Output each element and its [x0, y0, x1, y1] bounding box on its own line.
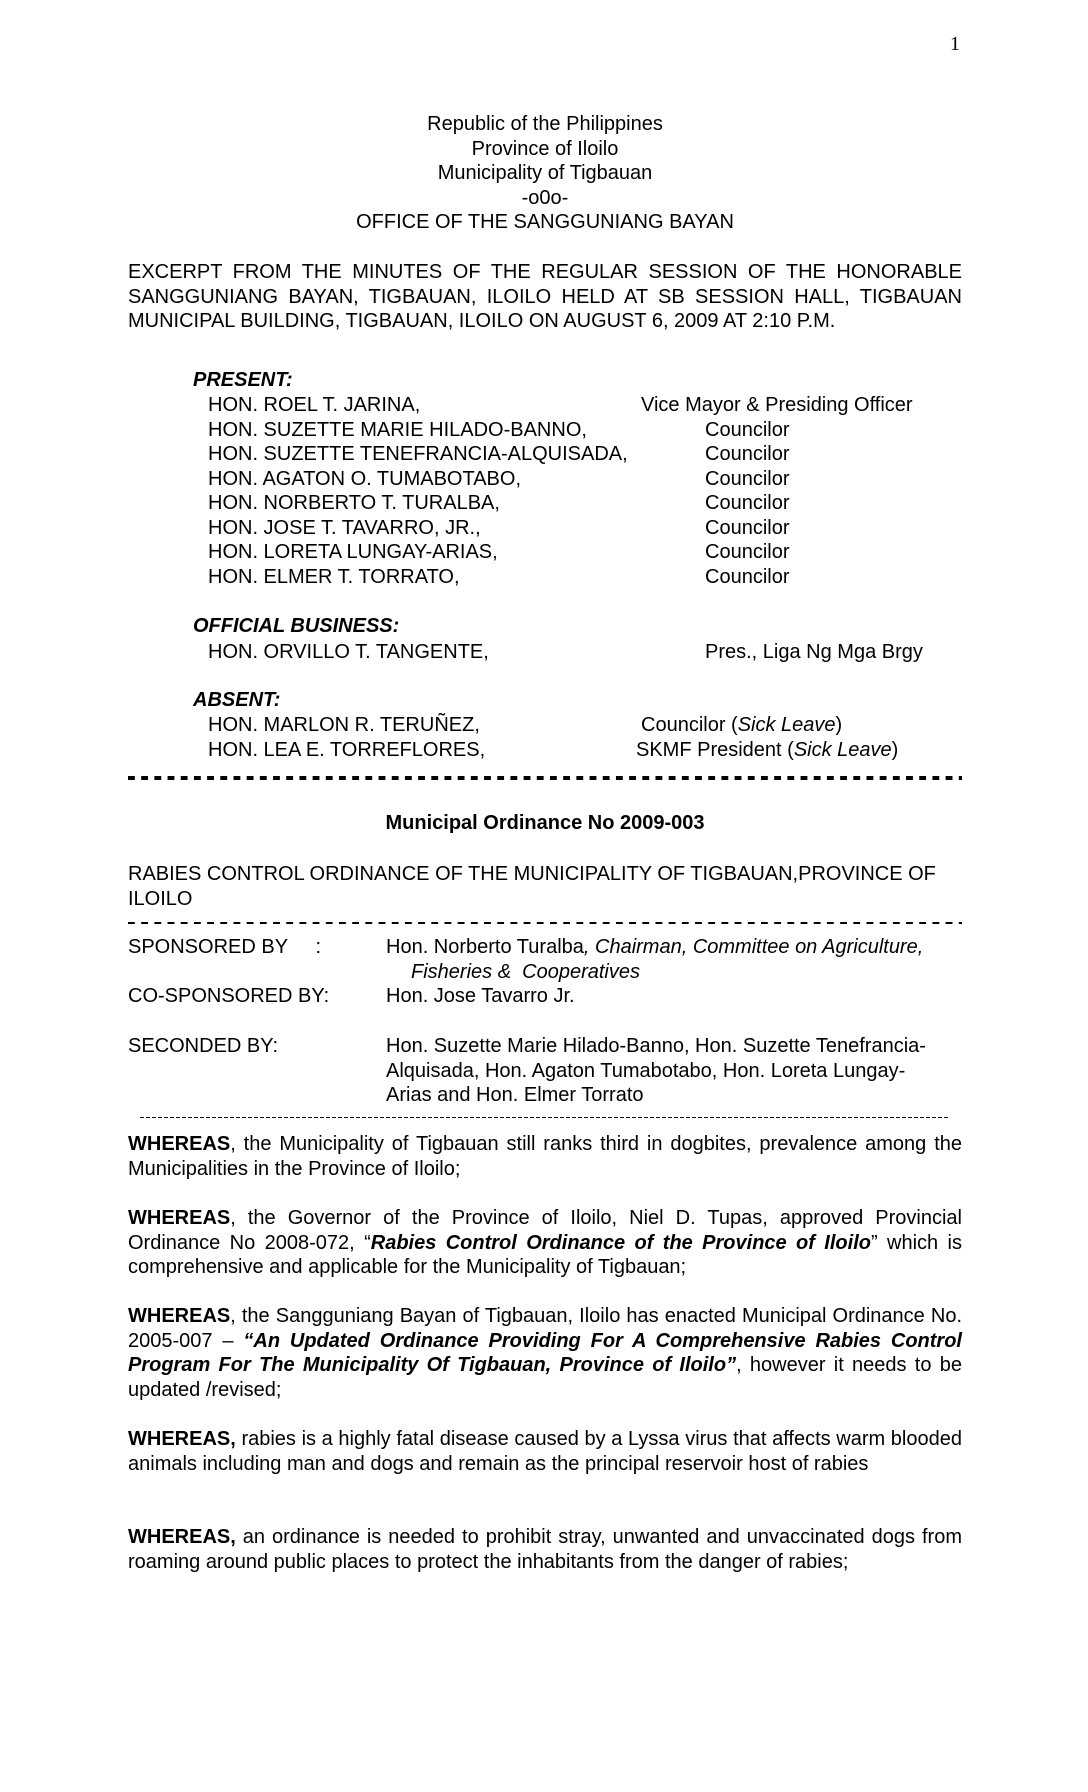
attendee-name: HON. ORVILLO T. TANGENTE,	[208, 641, 489, 663]
attendee-row	[208, 418, 968, 443]
whereas-lead: WHEREAS,	[128, 1428, 236, 1450]
whereas-clause	[128, 1525, 962, 1574]
attendee-name: HON. JOSE T. TAVARRO, JR.,	[208, 517, 481, 539]
attendee-name: HON. ELMER T. TORRATO,	[208, 566, 460, 588]
attendee-row	[208, 713, 968, 738]
ordinance-title: Municipal Ordinance No 2009-003	[385, 812, 705, 834]
attendee-row	[208, 738, 968, 763]
seconded-label: SECONDED BY:	[128, 1035, 279, 1057]
attendee-role: Councilor	[705, 468, 790, 490]
attendee-role: Councilor	[705, 541, 790, 563]
attendee-name: HON. ROEL T. JARINA,	[208, 394, 421, 416]
whereas-text: , the Governor of the Province of Iloilo, Niel D. Tupas, approved Provincial Ordinance No 2008-072, “	[128, 1207, 962, 1254]
sponsored-value	[386, 935, 966, 984]
whereas-text: an ordinance is needed to prohibit stray, unwanted and unvaccinated dogs from roaming around public places to protect the inhabitants from the danger of rabies;	[128, 1526, 962, 1573]
subject-divider	[128, 922, 962, 924]
whereas-tail: ” which is comprehensive and applicable for the Municipality of Tigbauan;	[128, 1231, 963, 1279]
letterhead	[0, 112, 1088, 235]
sponsor-title: , Chairman, Committee on Agriculture,	[583, 936, 924, 958]
sponsor-title-continued: Fisheries & Cooperatives	[411, 960, 640, 983]
attendee-role: Councilor	[705, 443, 790, 465]
whereas-lead: WHEREAS	[128, 1133, 231, 1155]
whereas-clause	[128, 1427, 962, 1476]
attendee-row	[208, 442, 968, 467]
attendee-name: HON. NORBERTO T. TURALBA,	[208, 492, 500, 514]
excerpt-paragraph: EXCERPT FROM THE MINUTES OF THE REGULAR SESSION OF THE HONORABLE SANGGUNIANG BAYAN, TIGBAUAN, ILOILO HELD AT SB SESSION HALL, TIGBAUAN MUNICIPAL BUILDING, TIGBAUAN, ILOILO ON AUGUST 6, 2009 AT 2:10 P.M.	[128, 261, 962, 333]
cosponsored-label: CO-SPONSORED BY:	[128, 985, 330, 1007]
attendee-name: HON. SUZETTE MARIE HILADO-BANNO,	[208, 419, 587, 441]
letterhead-country: Republic of the Philippines	[427, 113, 663, 135]
sponsored-label: SPONSORED BY :	[128, 936, 322, 958]
attendee-role: Councilor	[705, 566, 790, 588]
attendee-name: HON. LORETA LUNGAY-ARIAS,	[208, 541, 498, 563]
attendee-role: Councilor	[705, 517, 790, 539]
attendee-role	[636, 738, 898, 763]
role-text: Councilor (	[641, 714, 738, 736]
attendee-row	[208, 640, 968, 665]
attendee-row	[208, 467, 968, 492]
ordinance-divider	[140, 1117, 950, 1118]
attendee-row	[208, 540, 968, 565]
role-text: SKMF President (	[636, 739, 794, 761]
absence-reason: Sick Leave	[737, 714, 836, 736]
whereas-lead: WHEREAS	[128, 1305, 231, 1327]
attendee-name: HON. AGATON O. TUMABOTABO,	[208, 468, 522, 490]
seconded-value: Hon. Suzette Marie Hilado-Banno, Hon. Suzette Tenefrancia-Alquisada, Hon. Agaton Tumabotabo, Hon. Loreta Lungay-Arias and Hon. Elmer Torrato	[386, 1035, 926, 1107]
attendee-name: HON. SUZETTE TENEFRANCIA-ALQUISADA,	[208, 443, 628, 465]
cosponsored-value: Hon. Jose Tavarro Jr.	[386, 985, 575, 1007]
whereas-clause	[128, 1304, 962, 1402]
attendee-row	[208, 491, 968, 516]
whereas-text: rabies is a highly fatal disease caused by a Lyssa virus that affects warm blooded animals including man and dogs and remain as the principal reservoir host of rabies	[128, 1428, 962, 1475]
section-divider	[128, 776, 962, 780]
present-heading: PRESENT:	[193, 369, 293, 391]
attendee-row	[208, 565, 968, 590]
attendee-role: Vice Mayor & Presiding Officer	[641, 394, 913, 416]
attendee-role	[641, 713, 842, 738]
attendee-name: HON. LEA E. TORREFLORES,	[208, 739, 486, 761]
official-business-heading: OFFICIAL BUSINESS:	[193, 615, 400, 637]
whereas-text: , the Sangguniang Bayan of Tigbauan, Iloilo has enacted Municipal Ordinance No. 2005-007 –	[128, 1305, 962, 1352]
page-number: 1	[950, 33, 960, 55]
whereas-emphasis: “An Updated Ordinance Providing For A Comprehensive Rabies Control Program For The Municipality Of Tigbauan, Province of Iloilo”	[128, 1329, 962, 1377]
whereas-clause	[128, 1206, 962, 1280]
attendee-role: Councilor	[705, 492, 790, 514]
role-close: )	[891, 739, 899, 761]
attendee-role: Councilor	[705, 419, 790, 441]
absence-reason: Sick Leave	[793, 739, 892, 761]
whereas-lead: WHEREAS,	[128, 1526, 236, 1548]
whereas-tail: , however it needs to be updated /revised;	[128, 1354, 963, 1401]
whereas-emphasis: Rabies Control Ordinance of the Province of Iloilo	[370, 1231, 871, 1254]
attendee-name: HON. MARLON R. TERUÑEZ,	[208, 714, 480, 736]
whereas-clause	[128, 1132, 962, 1181]
attendee-row	[208, 516, 968, 541]
letterhead-municipality: Municipality of Tigbauan	[437, 162, 653, 185]
attendee-role: Pres., Liga Ng Mga Brgy	[705, 641, 923, 663]
sponsor-name: Hon. Norberto Turalba	[386, 936, 584, 958]
role-close: )	[835, 714, 843, 736]
whereas-text: , the Municipality of Tigbauan still ranks third in dogbites, prevalence among the Municipalities in the Province of Iloilo;	[128, 1133, 962, 1180]
ordinance-subject: RABIES CONTROL ORDINANCE OF THE MUNICIPALITY OF TIGBAUAN,PROVINCE OF ILOILO	[128, 863, 936, 910]
letterhead-province: Province of Iloilo	[471, 137, 619, 160]
attendee-row	[208, 393, 968, 418]
letterhead-separator: -o0o-	[521, 186, 569, 209]
letterhead-office: OFFICE OF THE SANGGUNIANG BAYAN	[356, 211, 734, 234]
absent-heading: ABSENT:	[193, 689, 281, 711]
whereas-lead: WHEREAS	[128, 1207, 231, 1229]
